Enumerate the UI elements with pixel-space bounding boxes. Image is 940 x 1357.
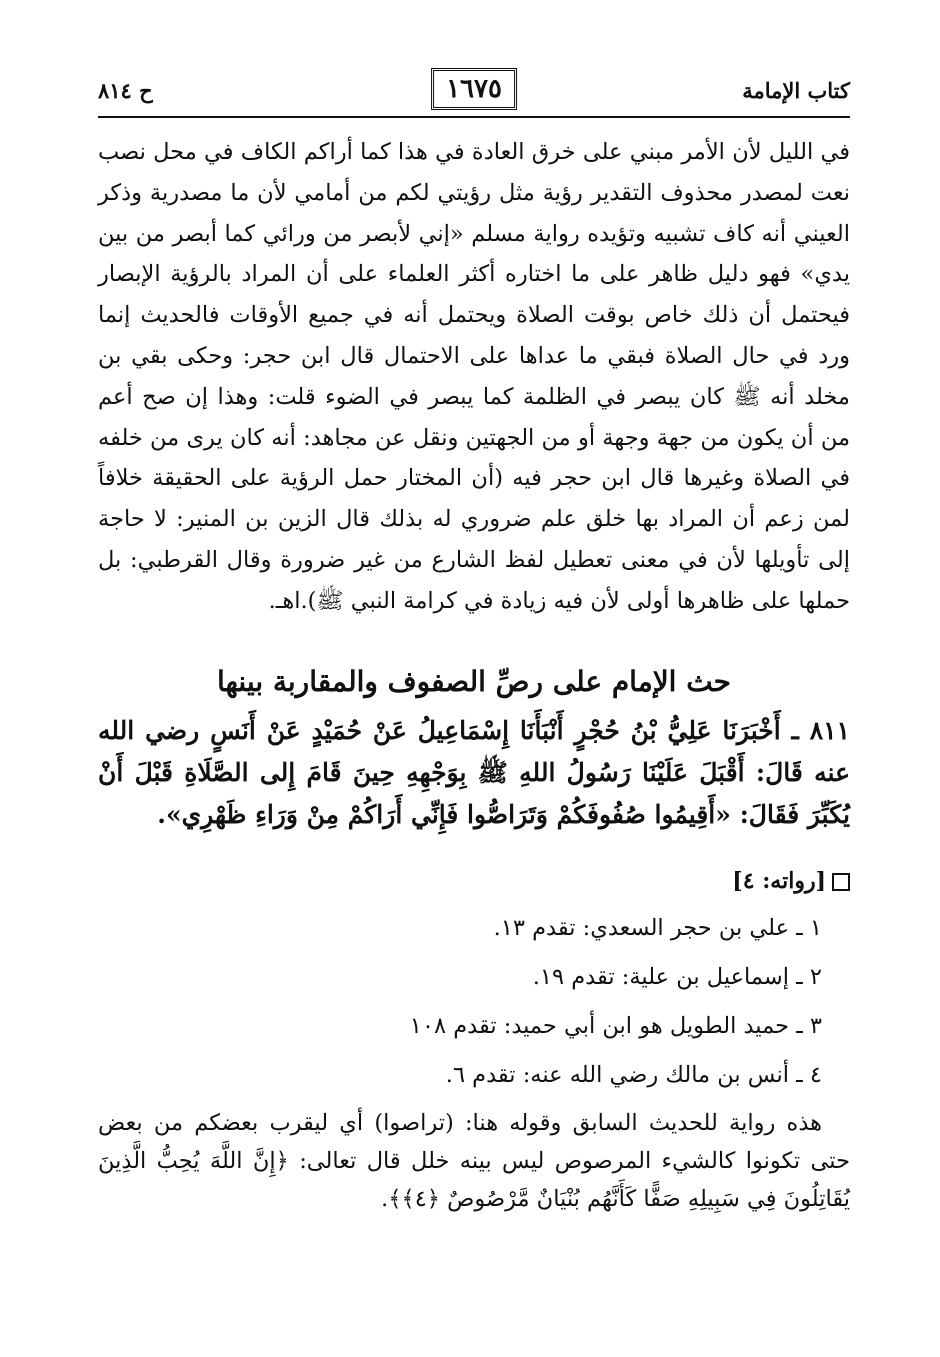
square-bullet-icon xyxy=(832,873,850,891)
narrator-item: ٢ ـ إسماعيل بن علية: تقدم ١٩. xyxy=(532,963,822,990)
book-title: كتاب الإمامة xyxy=(742,78,850,103)
page xyxy=(98,68,850,1240)
hadith-reference: ح ٨١٤ xyxy=(98,78,153,103)
narrator-item: ٤ ـ أنس بن مالك رضي الله عنه: تقدم ٦. xyxy=(445,1061,822,1088)
section-title: حث الإمام على رصِّ الصفوف والمقاربة بينها xyxy=(216,664,731,698)
page-header xyxy=(98,68,850,112)
hadith-text: ٨١١ ـ أَخْبَرَنَا عَلِيُّ بْنُ حُجْرٍ أَنْبَأَنَا إِسْمَاعِيلُ عَنْ حُمَيْدٍ عَنْ أَنَسٍ رضي الله عنه قَالَ: أَقْبَلَ عَلَيْنَا رَسُولُ اللهِ ﷺ بِوَجْهِهِ حِينَ قَامَ إِلى الصَّلَاةِ قَبْلَ أَنْ يُكَبِّرَ فَقَالَ: «أَقِيمُوا صُفُوفَكُمْ وَتَرَاصُّوا فَإِنِّي أَرَاكُمْ مِنْ وَرَاءِ ظَهْرِي». xyxy=(98,715,850,829)
narrators-list xyxy=(98,904,850,1100)
explanation-paragraph: هذه رواية للحديث السابق وقوله هنا: (تراصوا) أي ليقرب بعضكم من بعض حتى تكونوا كالشيء المرصوص ليس بينه خلل قال تعالى: ﴿إِنَّ اللَّهَ يُحِبُّ الَّذِينَ يُقَاتِلُونَ فِي سَبِيلِهِ صَفًّا كَأَنَّهُم بُنْيَانٌ مَّرْصُوصٌ ﴿٤﴾﴾. xyxy=(98,1109,850,1212)
narrators-heading-label: [رواته: ٤] xyxy=(732,867,826,894)
commentary-paragraph: في الليل لأن الأمر مبني على خرق العادة في هذا كما أراكم الكاف في محل نصب نعت لمصدر محذوف التقدير رؤية مثل رؤيتي لكم من أمامي لأن ما مصدرية وذكر العيني أنه كاف تشبيه وتؤيده رواية مسلم «إني لأبصر من ورائي كما أبصر من بين يدي» فهو دليل ظاهر على ما اختاره أكثر العلماء على أن المراد بالرؤية الإبصار فيحتمل أن ذلك خاص بوقت الصلاة ويحتمل أنه في جميع الأوقات فالحديث إنما ورد في حال الصلاة فبقي ما عداها على الاحتمال قال ابن حجر: وحكى بقي بن مخلد أنه ﷺ كان يبصر في الظلمة كما يبصر في الضوء قلت: وهذا إن صح أعم من أن يكون من جهة وجهة أو من الجهتين ونقل عن مجاهد: أنه كان يرى من خلفه في الصلاة وغيرها قال ابن حجر فيه (أن المختار حمل الرؤية على الحقيقة خلافاً لمن زعم أن المراد بها خلق علم ضروري له بذلك قال الزين بن المنير: لا حاجة إلى تأويلها لأن في معنى تعطيل لفظ الشارع من غير ضرورة وقال القرطبي: بل حملها على ظاهرها أولى لأن فيه زيادة في كرامة النبي ﷺ).اهـ. xyxy=(98,139,850,614)
header-rule xyxy=(98,116,850,118)
narrator-item: ٣ ـ حميد الطويل هو ابن أبي حميد: تقدم ١٠٨ xyxy=(409,1012,822,1039)
narrator-item: ١ ـ علي بن حجر السعدي: تقدم ١٣. xyxy=(493,914,822,941)
page-number: ١٦٧٥ xyxy=(431,68,517,110)
narrators-heading xyxy=(98,864,850,898)
